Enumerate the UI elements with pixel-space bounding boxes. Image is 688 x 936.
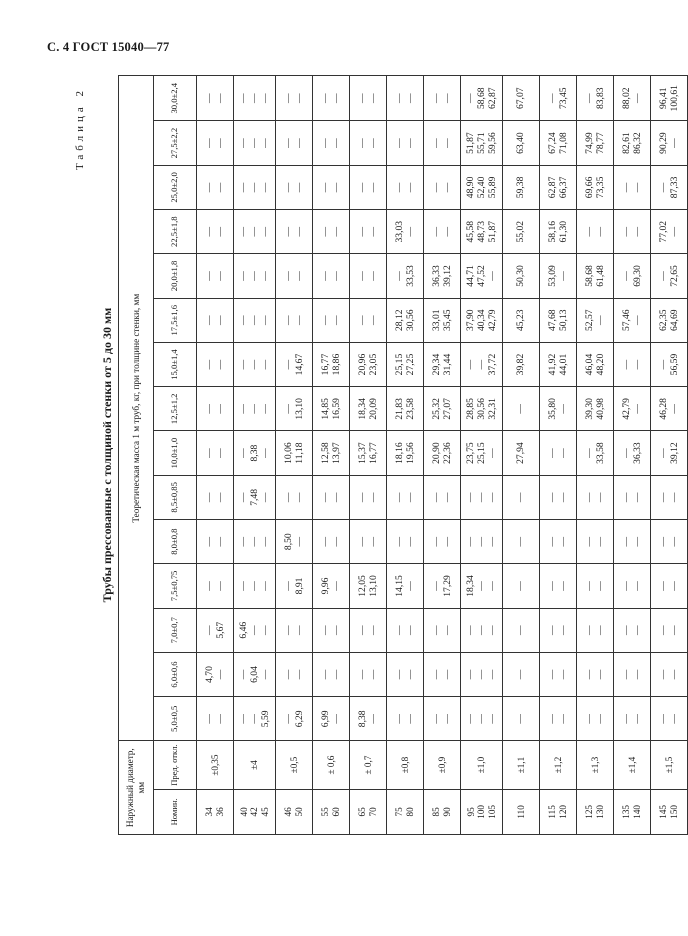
mass-cell: — 17,29: [424, 564, 461, 608]
mass-cell: 20,90 22,36: [424, 431, 461, 475]
mass-cell: 45,23: [503, 298, 540, 342]
mass-cell: — —: [614, 652, 651, 696]
mass-cell: — —: [540, 608, 577, 652]
mass-cell: 33,03 —: [387, 210, 424, 254]
mass-cell: —: [503, 697, 540, 741]
mass-cell: — — —: [234, 76, 276, 121]
mass-cell: — —: [350, 520, 387, 564]
mass-cell: — —: [424, 608, 461, 652]
mass-cell: — —: [651, 608, 688, 652]
mass-cell: 8,50 —: [276, 520, 313, 564]
mass-cell: 69,66 73,35: [577, 165, 614, 209]
mass-cell: — —: [540, 431, 577, 475]
mass-cell: — —: [197, 431, 234, 475]
mass-cell: 63,40: [503, 121, 540, 165]
mass-cell: 16,77 18,86: [313, 342, 350, 386]
mass-cell: — 36,33: [614, 431, 651, 475]
mass-cell: 53,09 —: [540, 254, 577, 298]
wall-thickness-header: 10,0±1,0: [154, 431, 197, 475]
mass-cell: 50,30: [503, 254, 540, 298]
tolerance-cell: ±0,8: [387, 741, 424, 789]
mass-cell: — — 5,59: [234, 697, 276, 741]
mass-cell: 12,58 13,97: [313, 431, 350, 475]
mass-cell: 39,30 40,98: [577, 387, 614, 431]
mass-cell: —: [503, 520, 540, 564]
mass-cell: — —: [387, 76, 424, 121]
nominal-cell: 34 36: [197, 789, 234, 834]
mass-cell: — —: [540, 697, 577, 741]
mass-cell: — 69,30: [614, 254, 651, 298]
mass-cell: — — —: [234, 520, 276, 564]
wall-thickness-header: 30,0±2,4: [154, 76, 197, 121]
mass-cell: 14,85 16,59: [313, 387, 350, 431]
mass-cell: 28,12 30,56: [387, 298, 424, 342]
tolerance-cell: ±1,3: [577, 741, 614, 789]
nominal-cell: 75 80: [387, 789, 424, 834]
tolerance-cell: ±0,9: [424, 741, 461, 789]
mass-cell: — —: [424, 121, 461, 165]
nominal-cell: 95 100 105: [461, 789, 503, 834]
table-row: [387, 76, 424, 835]
tolerance-cell: ±1,4: [614, 741, 651, 789]
mass-cell: 77,02 —: [651, 210, 688, 254]
mass-cell: — —: [387, 165, 424, 209]
mass-cell: — —: [197, 121, 234, 165]
mass-cell: 42,79 —: [614, 387, 651, 431]
table-row: [313, 76, 350, 835]
mass-cell: — —: [424, 697, 461, 741]
wall-thickness-header: 12,5±1,2: [154, 387, 197, 431]
nominal-cell: 110: [503, 789, 540, 834]
mass-cell: — 6,04 —: [234, 652, 276, 696]
mass-cell: — —: [276, 121, 313, 165]
table-row: [461, 76, 503, 835]
wall-thickness-header: 27,5±2,2: [154, 121, 197, 165]
mass-cell: 96,41 100,61: [651, 76, 688, 121]
mass-cell: — —: [313, 165, 350, 209]
mass-cell: — 5,67: [197, 608, 234, 652]
mass-cell: — —: [424, 475, 461, 519]
table-row: [614, 76, 651, 835]
table-row: [540, 76, 577, 835]
nominal-cell: 85 90: [424, 789, 461, 834]
tolerance-cell: ±0,5: [276, 741, 313, 789]
mass-cell: — —: [276, 210, 313, 254]
mass-cell: — —: [577, 652, 614, 696]
mass-cell: — — —: [461, 520, 503, 564]
mass-cell: 15,37 16,77: [350, 431, 387, 475]
mass-cell: —: [503, 475, 540, 519]
mass-cell: — 58,68 62,87: [461, 76, 503, 121]
mass-cell: — 39,12: [651, 431, 688, 475]
mass-cell: — — —: [234, 210, 276, 254]
mass-cell: 52,57 —: [577, 298, 614, 342]
wall-thickness-header: 25,0±2,0: [154, 165, 197, 209]
nominal-cell: 145 150: [651, 789, 688, 834]
mass-cell: 8,38 —: [350, 697, 387, 741]
mass-cell: — —: [424, 210, 461, 254]
tolerance-cell: ±1,5: [651, 741, 688, 789]
mass-cell: — —: [614, 564, 651, 608]
mass-cell: 55,02: [503, 210, 540, 254]
table-row: [651, 76, 688, 835]
mass-cell: — —: [540, 564, 577, 608]
mass-cell: — —: [276, 165, 313, 209]
mass-cell: — 7,48 —: [234, 475, 276, 519]
mass-cell: — — —: [461, 608, 503, 652]
wall-thickness-header: 20,0±1,8: [154, 254, 197, 298]
mass-cell: — —: [313, 76, 350, 121]
mass-cell: — —: [387, 652, 424, 696]
mass-cell: 67,24 71,08: [540, 121, 577, 165]
mass-cell: — —: [313, 298, 350, 342]
mass-cell: — —: [197, 210, 234, 254]
nominal-cell: 115 120: [540, 789, 577, 834]
mass-cell: — 56,59: [651, 342, 688, 386]
mass-cell: 37,90 40,34 42,79: [461, 298, 503, 342]
mass-cell: — —: [197, 76, 234, 121]
nominal-header: Номин.: [154, 789, 197, 834]
mass-cell: — —: [424, 165, 461, 209]
mass-cell: — —: [424, 652, 461, 696]
pipe-mass-table: [118, 75, 688, 835]
mass-cell: — —: [651, 520, 688, 564]
mass-cell: 62,35 64,69: [651, 298, 688, 342]
mass-cell: 9,96 —: [313, 564, 350, 608]
mass-cell: 41,92 44,01: [540, 342, 577, 386]
mass-cell: — —: [424, 76, 461, 121]
mass-cell: — —: [577, 608, 614, 652]
tolerance-cell: ± 0,7: [350, 741, 387, 789]
mass-cell: —: [503, 652, 540, 696]
wall-thickness-header: 17,5±1,6: [154, 298, 197, 342]
mass-cell: 48,90 52,40 55,89: [461, 165, 503, 209]
mass-cell: 67,07: [503, 76, 540, 121]
mass-cell: — 13,10: [276, 387, 313, 431]
mass-cell: 18,34 — —: [461, 564, 503, 608]
nominal-cell: 46 50: [276, 789, 313, 834]
rotated-table-area: [74, 75, 680, 835]
wall-thickness-header: 15,0±1,4: [154, 342, 197, 386]
mass-cell: — 14,67: [276, 342, 313, 386]
wall-thickness-header: 22,5±1,8: [154, 210, 197, 254]
mass-cell: — —: [540, 652, 577, 696]
mass-cell: — —: [197, 387, 234, 431]
mass-cell: — 8,91: [276, 564, 313, 608]
mass-cell: — —: [350, 254, 387, 298]
table-row: [234, 76, 276, 835]
table-title: Трубы прессованные с толщиной стенки от 5 до 30 мм: [100, 307, 114, 603]
mass-cell: 44,71 47,52 —: [461, 254, 503, 298]
mass-cell: — — —: [234, 254, 276, 298]
mass-cell: — —: [387, 121, 424, 165]
table-label: Таблица 2: [74, 87, 86, 171]
mass-cell: — —: [577, 697, 614, 741]
mass-cell: — 8,38 —: [234, 431, 276, 475]
mass-cell: — —: [614, 697, 651, 741]
mass-cell: — — —: [234, 165, 276, 209]
table-row: [350, 76, 387, 835]
mass-cell: — —: [651, 697, 688, 741]
mass-cell: — 87,33: [651, 165, 688, 209]
tolerance-cell: ±4: [234, 741, 276, 789]
mass-cell: — —: [276, 76, 313, 121]
mass-cell: — —: [387, 608, 424, 652]
table-row: [424, 76, 461, 835]
mass-cell: 14,15 —: [387, 564, 424, 608]
mass-cell: 29,34 31,44: [424, 342, 461, 386]
mass-cell: — — 37,72: [461, 342, 503, 386]
mass-cell: — —: [313, 652, 350, 696]
mass-cell: — —: [313, 121, 350, 165]
mass-cell: 18,34 20,09: [350, 387, 387, 431]
mass-cell: — —: [540, 520, 577, 564]
mass-cell: 35,80 —: [540, 387, 577, 431]
mass-cell: — —: [350, 210, 387, 254]
nominal-cell: 125 130: [577, 789, 614, 834]
mass-cell: — — —: [461, 652, 503, 696]
mass-cell: — —: [276, 254, 313, 298]
mass-cell: 20,96 23,05: [350, 342, 387, 386]
mass-cell: — —: [276, 298, 313, 342]
mass-cell: — — —: [234, 564, 276, 608]
table-row: [503, 76, 540, 835]
mass-cell: — — —: [234, 387, 276, 431]
mass-cell: — —: [614, 520, 651, 564]
tolerance-cell: ± 0,6: [313, 741, 350, 789]
mass-cell: 23,75 25,15 —: [461, 431, 503, 475]
mass-cell: — —: [387, 520, 424, 564]
mass-cell: 46,28 —: [651, 387, 688, 431]
mass-cell: — —: [387, 697, 424, 741]
mass-cell: — —: [313, 475, 350, 519]
mass-cell: 90,29 —: [651, 121, 688, 165]
mass-cell: — —: [350, 76, 387, 121]
mass-cell: 6,99 —: [313, 697, 350, 741]
wall-thickness-header: 8,5±0,85: [154, 475, 197, 519]
mass-cell: — —: [197, 520, 234, 564]
tolerance-cell: ±0,35: [197, 741, 234, 789]
mass-cell: — —: [276, 652, 313, 696]
tolerance-cell: ±1,1: [503, 741, 540, 789]
nominal-cell: 65 70: [350, 789, 387, 834]
wall-thickness-header: 7,5±0,75: [154, 564, 197, 608]
mass-cell: — —: [350, 608, 387, 652]
tolerance-cell: ±1,2: [540, 741, 577, 789]
mass-cell: 28,85 30,56 32,31: [461, 387, 503, 431]
mass-cell: 18,16 19,56: [387, 431, 424, 475]
mass-cell: — —: [276, 475, 313, 519]
mass-cell: 27,94: [503, 431, 540, 475]
mass-cell: — —: [197, 475, 234, 519]
outer-diameter-header: Наружный диаметр, мм: [119, 741, 154, 835]
mass-cell: — —: [350, 652, 387, 696]
mass-cell: — —: [577, 564, 614, 608]
table-row: [276, 76, 313, 835]
mass-cell: — —: [614, 475, 651, 519]
mass-header: Теоретическая масса 1 м труб, кг, при толщине стенки, мм: [119, 76, 154, 741]
mass-cell: 74,99 78,77: [577, 121, 614, 165]
mass-cell: 45,58 48,73 51,87: [461, 210, 503, 254]
mass-cell: — —: [424, 520, 461, 564]
mass-cell: — —: [651, 652, 688, 696]
mass-cell: — —: [350, 121, 387, 165]
mass-cell: — —: [387, 475, 424, 519]
mass-cell: — — —: [234, 121, 276, 165]
wall-thickness-header: 7,0±0,7: [154, 608, 197, 652]
mass-cell: — 33,53: [387, 254, 424, 298]
mass-cell: 88,02 —: [614, 76, 651, 121]
mass-cell: — —: [313, 210, 350, 254]
mass-cell: — —: [614, 210, 651, 254]
mass-cell: 82,61 86,32: [614, 121, 651, 165]
mass-cell: — —: [197, 298, 234, 342]
mass-cell: 62,87 66,37: [540, 165, 577, 209]
mass-cell: 58,68 61,48: [577, 254, 614, 298]
mass-cell: — 6,29: [276, 697, 313, 741]
mass-cell: 58,16 61,30: [540, 210, 577, 254]
mass-cell: 4,70 —: [197, 652, 234, 696]
page-header: С. 4 ГОСТ 15040—77: [47, 40, 170, 54]
mass-cell: — —: [197, 697, 234, 741]
mass-cell: 10,06 11,18: [276, 431, 313, 475]
mass-cell: — —: [651, 564, 688, 608]
mass-cell: — — —: [461, 475, 503, 519]
mass-cell: — —: [651, 475, 688, 519]
mass-cell: — — —: [234, 342, 276, 386]
mass-cell: — 33,58: [577, 431, 614, 475]
mass-cell: 59,38: [503, 165, 540, 209]
mass-cell: — —: [350, 298, 387, 342]
mass-cell: 33,01 35,45: [424, 298, 461, 342]
mass-cell: — —: [614, 165, 651, 209]
mass-cell: — —: [350, 165, 387, 209]
tolerance-cell: ±1,0: [461, 741, 503, 789]
mass-cell: —: [503, 387, 540, 431]
mass-cell: — —: [577, 475, 614, 519]
mass-cell: 36,33 39,12: [424, 254, 461, 298]
nominal-cell: 135 140: [614, 789, 651, 834]
mass-cell: 47,68 50,13: [540, 298, 577, 342]
wall-thickness-header: 6,0±0,6: [154, 652, 197, 696]
mass-cell: — —: [197, 342, 234, 386]
mass-cell: — — —: [461, 697, 503, 741]
mass-cell: — —: [614, 342, 651, 386]
tolerance-header: Пред. откл.: [154, 741, 197, 789]
mass-cell: — — —: [234, 298, 276, 342]
mass-cell: —: [503, 564, 540, 608]
mass-cell: — 83,83: [577, 76, 614, 121]
nominal-cell: 40 42 45: [234, 789, 276, 834]
mass-cell: — —: [276, 608, 313, 652]
mass-cell: — —: [614, 608, 651, 652]
mass-cell: 39,82: [503, 342, 540, 386]
mass-cell: 46,04 48,20: [577, 342, 614, 386]
mass-cell: 12,05 13,10: [350, 564, 387, 608]
mass-cell: — —: [313, 608, 350, 652]
mass-cell: 25,32 27,07: [424, 387, 461, 431]
mass-cell: — 72,65: [651, 254, 688, 298]
mass-cell: — —: [540, 475, 577, 519]
mass-cell: — —: [313, 254, 350, 298]
mass-cell: 51,87 55,71 59,56: [461, 121, 503, 165]
table-row: [197, 76, 234, 835]
mass-cell: —: [503, 608, 540, 652]
mass-cell: 6,46 — —: [234, 608, 276, 652]
mass-cell: — —: [197, 564, 234, 608]
mass-cell: — —: [577, 520, 614, 564]
wall-thickness-header: 5,0±0,5: [154, 697, 197, 741]
wall-thickness-header: 8,0±0,8: [154, 520, 197, 564]
table-row: [577, 76, 614, 835]
mass-cell: — —: [577, 210, 614, 254]
mass-cell: 57,46 —: [614, 298, 651, 342]
mass-cell: — —: [313, 520, 350, 564]
mass-cell: 25,15 27,25: [387, 342, 424, 386]
nominal-cell: 55 60: [313, 789, 350, 834]
mass-cell: — —: [197, 254, 234, 298]
mass-cell: 21,83 23,58: [387, 387, 424, 431]
mass-cell: — —: [197, 165, 234, 209]
mass-cell: — —: [350, 475, 387, 519]
mass-cell: — 73,45: [540, 76, 577, 121]
